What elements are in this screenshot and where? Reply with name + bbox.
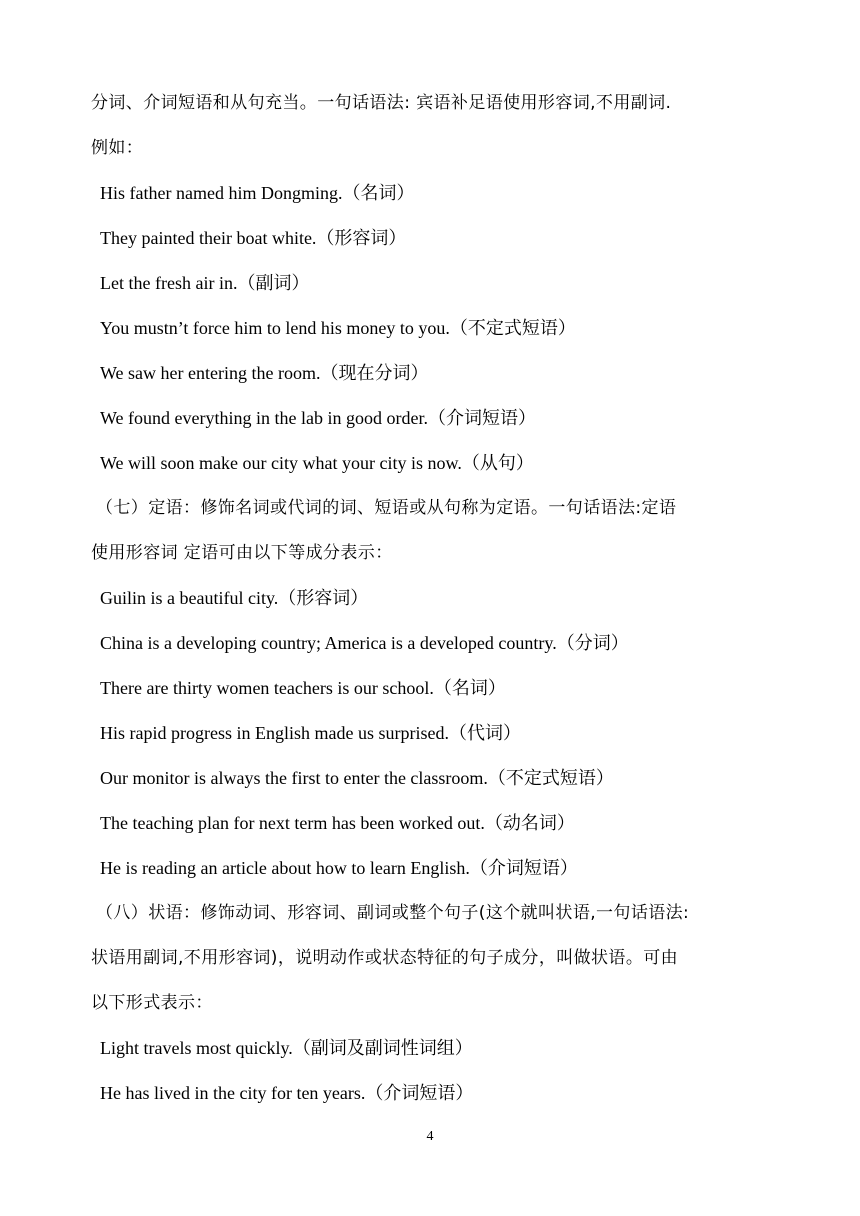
example-sentence: His father named him Dongming.（名词） xyxy=(100,183,415,203)
example-sentence: Our monitor is always the first to enter the classroom.（不定式短语） xyxy=(100,768,614,788)
paragraph-line: 使用形容词 定语可由以下等成分表示： xyxy=(91,543,393,563)
example-sentence: Guilin is a beautiful city.（形容词） xyxy=(100,588,369,608)
example-sentence: His rapid progress in English made us surprised.（代词） xyxy=(100,723,521,743)
paragraph-line-2: 例如： xyxy=(91,138,144,158)
example-sentence: Light travels most quickly.（副词及副词性词组） xyxy=(100,1038,473,1058)
example-sentence: We saw her entering the room.（现在分词） xyxy=(100,363,429,383)
paragraph-line-1: 分词、介词短语和从句充当。一句话语法: 宾语补足语使用形容词,不用副词. xyxy=(91,93,672,113)
section-heading-adverbial: （八）状语：修饰动词、形容词、副词或整个句子(这个就叫状语,一句话语法: xyxy=(96,903,690,923)
example-sentence: He is reading an article about how to learn English.（介词短语） xyxy=(100,858,578,878)
example-sentence: We found everything in the lab in good order.（介词短语） xyxy=(100,408,536,428)
example-sentence: Let the fresh air in.（副词） xyxy=(100,273,310,293)
example-sentence: The teaching plan for next term has been worked out.（动名词） xyxy=(100,813,575,833)
page-number: 4 xyxy=(426,1129,434,1144)
paragraph-line: 以下形式表示： xyxy=(91,993,213,1013)
example-sentence: You mustn’t force him to lend his money to you.（不定式短语） xyxy=(100,318,576,338)
paragraph-line: 状语用副词,不用形容词)，说明动作或状态特征的句子成分，叫做状语。可由 xyxy=(91,948,679,968)
example-sentence: We will soon make our city what your city is now.（从句） xyxy=(100,453,534,473)
example-sentence: China is a developing country; America is a developed country.（分词） xyxy=(100,633,629,653)
example-sentence: There are thirty women teachers is our school.（名词） xyxy=(100,678,506,698)
section-heading-attributive: （七）定语：修饰名词或代词的词、短语或从句称为定语。一句话语法:定语 xyxy=(96,498,677,518)
example-sentence: He has lived in the city for ten years.（介词短语） xyxy=(100,1083,474,1103)
example-sentence: They painted their boat white.（形容词） xyxy=(100,228,407,248)
